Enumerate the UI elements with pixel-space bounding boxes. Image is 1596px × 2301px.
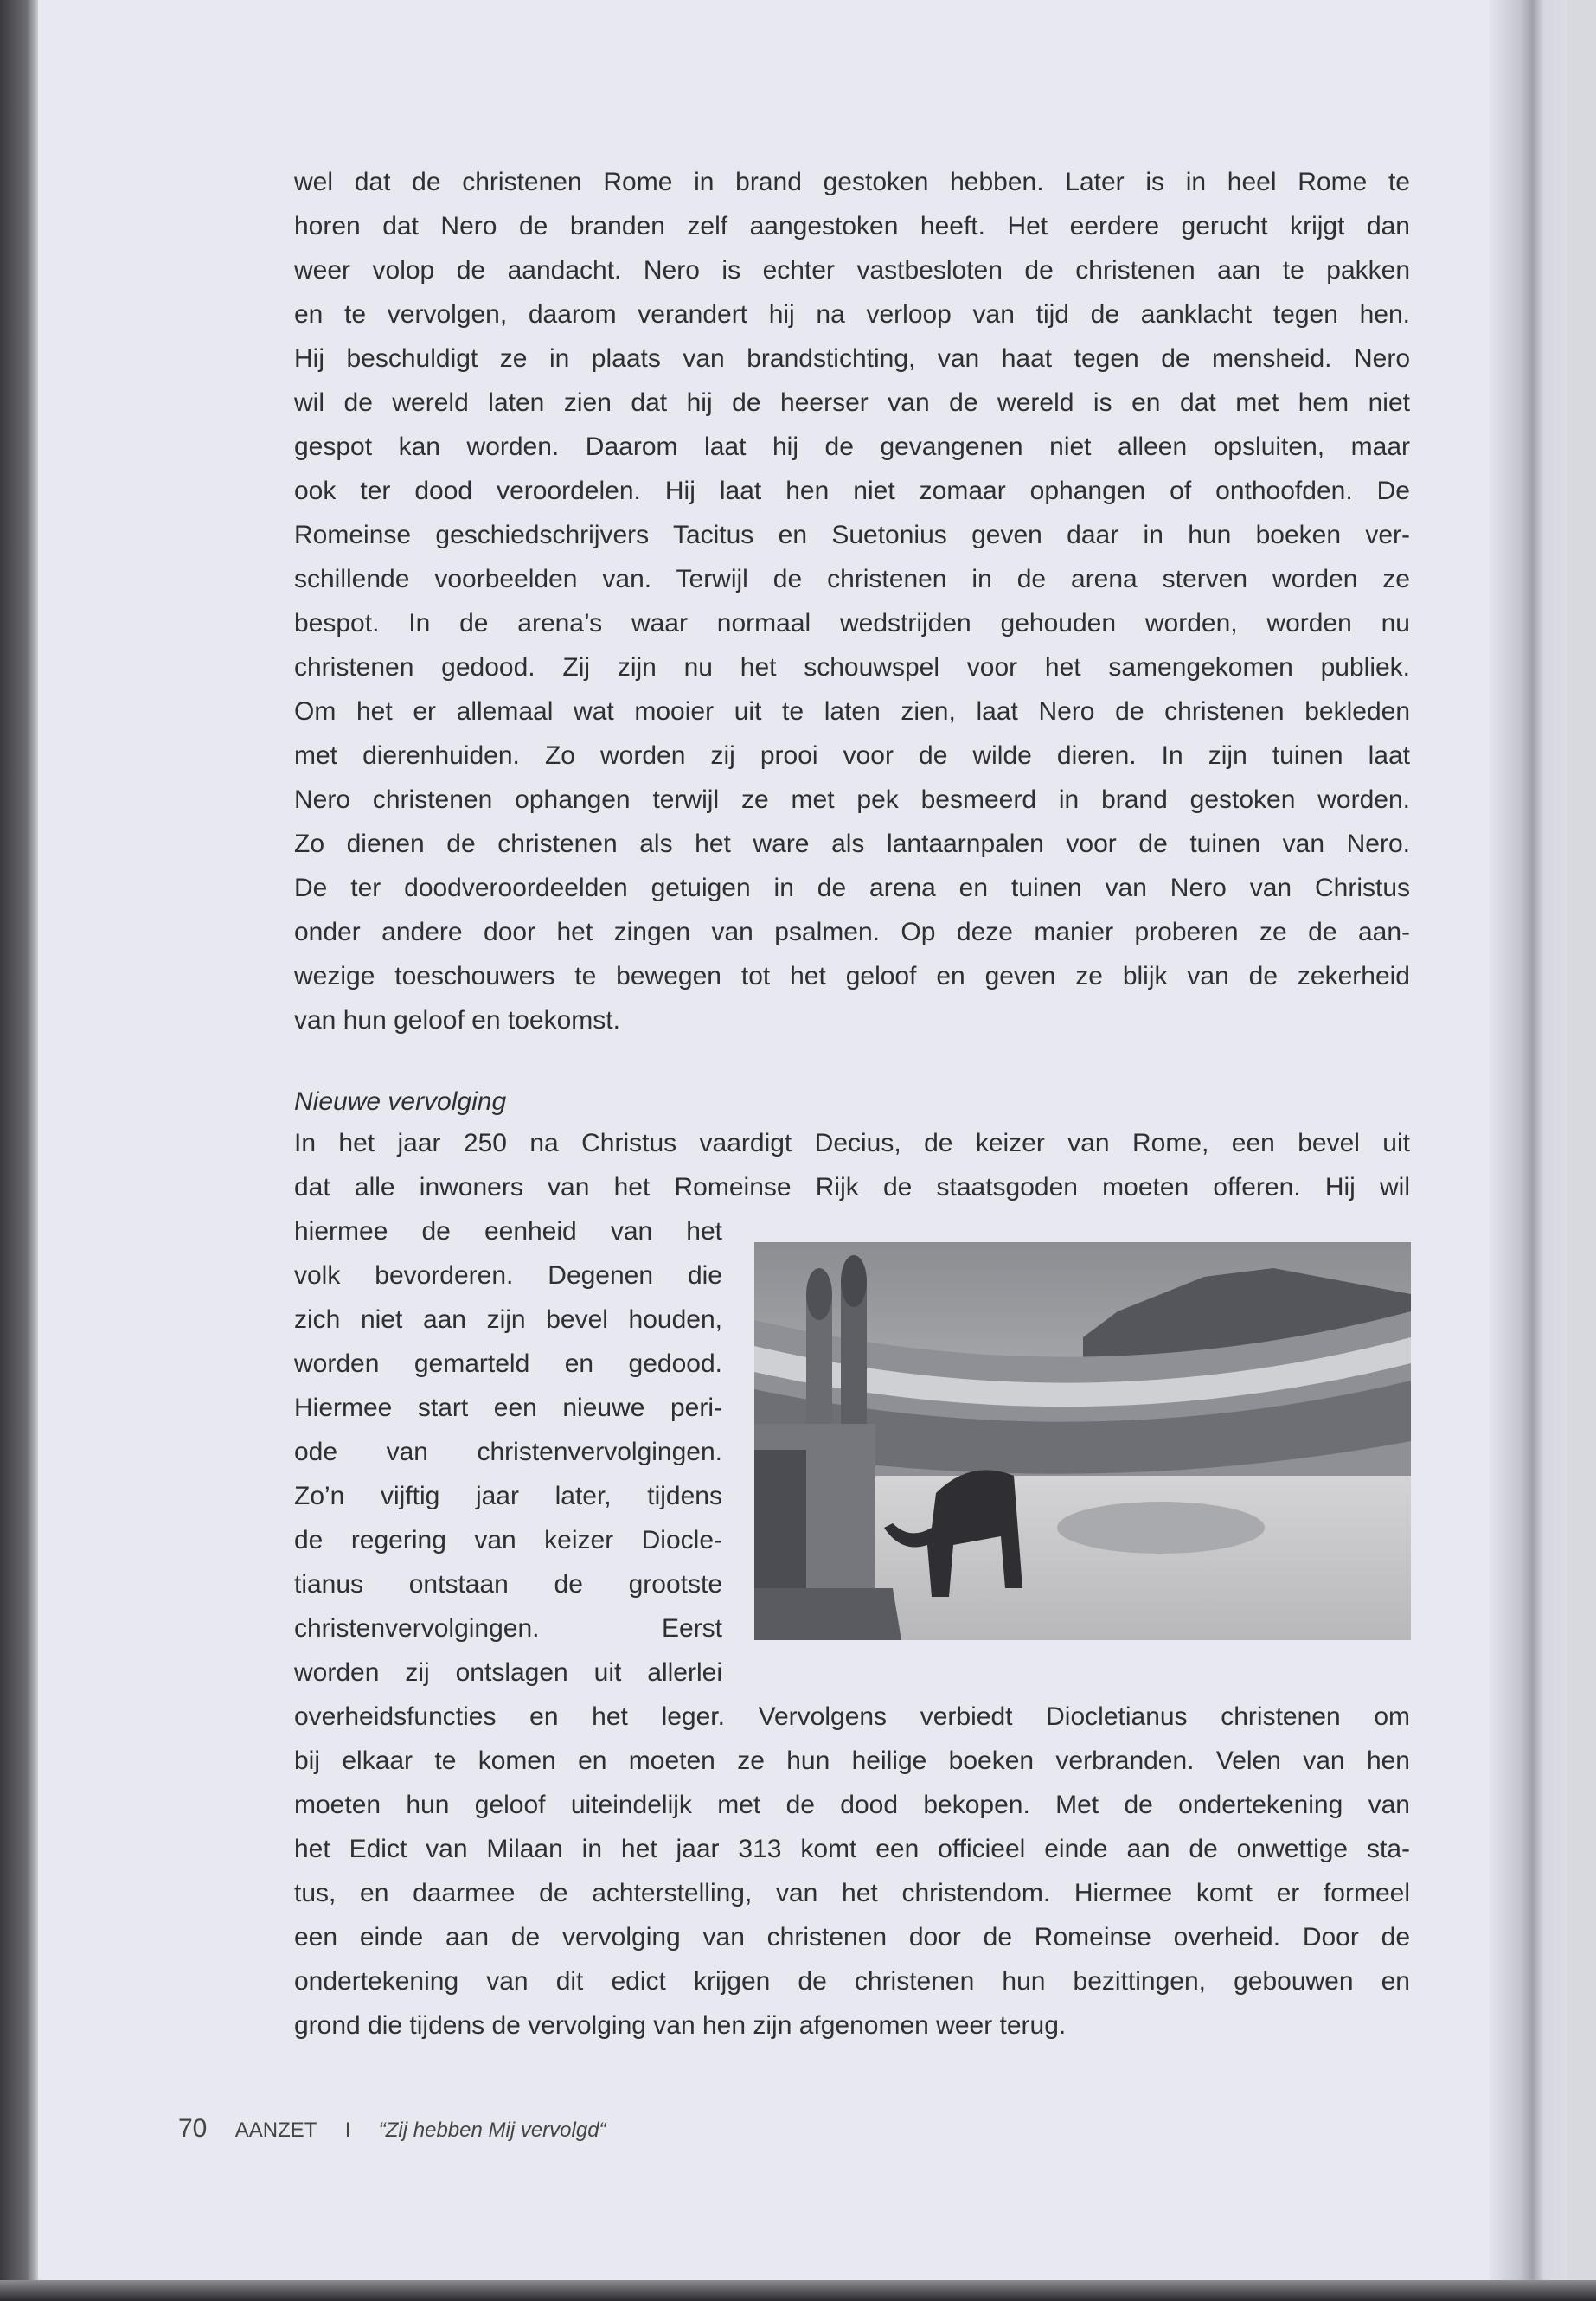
text-line: Om het er allemaal wat mooier uit te laten zien, laat Nero de christenen bekleden [294,697,1410,726]
text-line: weer volop de aandacht. Nero is echter vastbesloten de christenen aan te pakken [294,256,1410,285]
text-line: In het jaar 250 na Christus vaardigt Decius, de keizer van Rome, een bevel uit [294,1129,1410,1157]
text-line: een einde aan de vervolging van christenen door de Romeinse overheid. Door de [294,1923,1410,1952]
scan-bottom-edge [0,2280,1596,2301]
text-line: christenen gedood. Zij zijn nu het schouwspel voor het samengekomen publiek. [294,653,1410,682]
text-line: ook ter dood veroordelen. Hij laat hen niet zomaar ophangen of onthoofden. De [294,477,1410,505]
scan-left-edge [0,0,38,2301]
text-line: overheidsfuncties en het leger. Vervolgens verbiedt Diocletianus christenen om [294,1702,1410,1731]
page-number: 70 [178,2114,208,2143]
text-line: hiermee de eenheid van het [294,1217,722,1246]
text-line: Zo’n vijftig jaar later, tijdens [294,1482,722,1510]
text-line: Nero christenen ophangen terwijl ze met pek besmeerd in brand gestoken worden. [294,785,1410,814]
text-line: worden gemarteld en gedood. [294,1349,722,1378]
text-line: Zo dienen de christenen als het ware als lantaarnpalen voor de tuinen van Nero. [294,830,1410,858]
chapter-title: “Zij hebben Mij vervolgd“ [378,2118,606,2142]
text-line: Hiermee start een nieuwe peri- [294,1394,722,1422]
text-line: bij elkaar te komen en moeten ze hun heilige boeken verbranden. Velen van hen [294,1747,1410,1775]
section-heading: Nieuwe vervolging [294,1087,507,1116]
text-line: De ter doodveroordeelden getuigen in de arena en tuinen van Nero van Christus [294,874,1410,902]
text-line: gespot kan worden. Daarom laat hij de gevangenen niet alleen opsluiten, maar [294,433,1410,461]
page-footer [178,2107,627,2152]
text-line: moeten hun geloof uiteindelijk met de dood bekopen. Met de ondertekening van [294,1791,1410,1819]
text-line: bespot. In de arena’s waar normaal wedstrijden gehouden worden, worden nu [294,609,1410,638]
text-line: schillende voorbeelden van. Terwijl de christenen in de arena sterven worden ze [294,565,1410,593]
text-line: wel dat de christenen Rome in brand gestoken hebben. Later is in heel Rome te [294,168,1410,196]
text-line: ondertekening van dit edict krijgen de christenen hun bezittingen, gebouwen en [294,1967,1410,1996]
text-line: worden zij ontslagen uit allerlei [294,1658,722,1687]
text-line: Romeinse geschiedschrijvers Tacitus en Suetonius geven daar in hun boeken ver- [294,521,1410,549]
text-line: christenvervolgingen. Eerst [294,1614,722,1643]
text-line: Hij beschuldigt ze in plaats van brandstichting, van haat tegen de mensheid. Nero [294,344,1410,373]
text-line: grond die tijdens de vervolging van hen zijn afgenomen weer terug. [294,2011,1067,2040]
text-line: zich niet aan zijn bevel houden, [294,1305,722,1334]
text-line: wezige toeschouwers te bewegen tot het geloof en geven ze blijk van de zekerheid [294,962,1410,990]
text-line: volk bevorderen. Degenen die [294,1261,722,1290]
text-line: tianus ontstaan de grootste [294,1570,722,1599]
text-line: ode van christenvervolgingen. [294,1438,722,1466]
text-line: met dierenhuiden. Zo worden zij prooi voor de wilde dieren. In zijn tuinen laat [294,741,1410,770]
text-line: het Edict van Milaan in het jaar 313 komt een officieel einde aan de onwettige sta- [294,1835,1410,1863]
text-line: en te vervolgen, daarom verandert hij na verloop van tijd de aanklacht tegen hen. [294,300,1410,329]
book-title: AANZET [234,2118,317,2142]
arena-lion-illustration [754,1242,1411,1640]
text-line: van hun geloof en toekomst. [294,1006,620,1035]
text-line: tus, en daarmee de achterstelling, van het christendom. Hiermee komt er formeel [294,1879,1410,1907]
page-fold [1490,0,1567,2301]
footer-separator: I [344,2118,351,2142]
text-line: de regering van keizer Diocle- [294,1526,722,1554]
scan-right-edge [1567,0,1596,2301]
text-line: onder andere door het zingen van psalmen. Op deze manier proberen ze de aan- [294,918,1410,946]
text-line: wil de wereld laten zien dat hij de heerser van de wereld is en dat met hem niet [294,388,1410,417]
text-line: dat alle inwoners van het Romeinse Rijk de staatsgoden moeten offeren. Hij wil [294,1173,1410,1202]
text-line: horen dat Nero de branden zelf aangestoken heeft. Het eerdere gerucht krijgt dan [294,212,1410,240]
